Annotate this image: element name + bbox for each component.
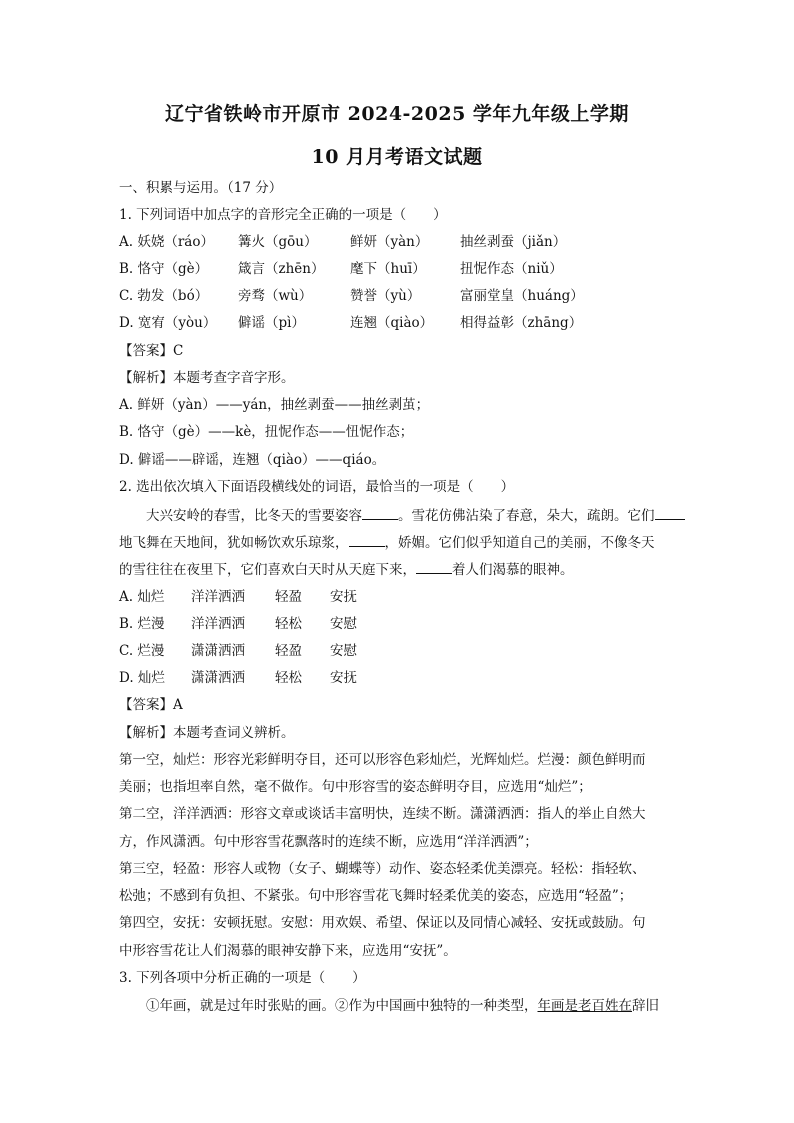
option-item: 洋洋洒洒	[191, 616, 245, 632]
option-item: B. 烂漫	[119, 616, 165, 632]
q1-stem: 1. 下列词语中加点字的音形完全正确的一项是（ ）	[119, 207, 447, 223]
q2-option-c	[119, 641, 679, 661]
option-item: 富丽堂皇（huáng）	[460, 288, 584, 304]
q1-analysis-line: B. 恪守（gè）——kè，扭怩作态——忸怩作态；	[119, 424, 414, 440]
q2-analysis-line: 第一空，灿烂：形容光彩鲜明夺目，还可以形容色彩灿烂，光辉灿烂。烂漫：颜色鲜明而	[119, 752, 646, 768]
option-item: 安抚	[330, 670, 357, 686]
option-item: D. 灿烂	[119, 670, 165, 686]
q1-option-a	[119, 232, 679, 252]
option-item: 连翘（qiào）	[350, 315, 434, 331]
option-item: A. 妖娆（ráo）	[119, 234, 214, 250]
option-item: 轻松	[275, 670, 302, 686]
option-item: A. 灿烂	[119, 589, 165, 605]
option-item: 僻谣（pì）	[238, 315, 305, 331]
q2-passage-line-2: 地飞舞在天地间，犹如畅饮欢乐琼浆， ，娇媚。它们似乎知道自己的美丽，不像冬天	[119, 532, 679, 553]
option-item: 鲜妍（yàn）	[350, 234, 429, 250]
q2-option-b	[119, 614, 679, 634]
option-item: 篝火（gōu）	[238, 234, 318, 250]
fill-blank	[349, 532, 385, 547]
option-item: 安慰	[330, 643, 357, 659]
option-item: B. 恪守（gè）	[119, 261, 209, 277]
q2-analysis-line: 第四空，安抚：安顿抚慰。安慰：用欢娱、希望、保证以及同情心减轻、安抚或鼓励。句	[119, 915, 646, 931]
q2-analysis-line: 【解析】本题考查词义辨析。	[119, 725, 295, 741]
q1-answer: 【答案】C	[119, 343, 184, 359]
q2-passage-line-1: 大兴安岭的春雪，比冬天的雪要姿容 。雪花仿佛沾染了春意，朵大，疏朗。它们	[146, 505, 706, 526]
underlined-text: 年画是老百姓在	[537, 998, 632, 1014]
option-item: 相得益彰（zhāng）	[460, 315, 583, 331]
q1-analysis-line: D. 僻谣——辟谣，连翘（qiào）——qiáo。	[119, 452, 386, 468]
option-item: C. 烂漫	[119, 643, 165, 659]
q1-option-d	[119, 313, 679, 333]
q1-option-c	[119, 286, 679, 306]
q2-analysis-line: 松弛；不感到有负担、不紧张。句中形容雪花飞舞时轻柔优美的姿态，应选用“轻盈”；	[119, 888, 633, 904]
option-item: 轻盈	[275, 589, 302, 605]
option-item: 扭怩作态（niǔ）	[460, 261, 563, 277]
q1-analysis-line: A. 鲜妍（yàn）——yán，抽丝剥蚕——抽丝剥茧；	[119, 397, 430, 413]
fill-blank	[655, 505, 685, 520]
option-item: 麾下（huī）	[350, 261, 426, 277]
q2-analysis-line: 美丽；也指坦率自然，毫不做作。句中形容雪的姿态鲜明夺目，应选用“灿烂”；	[119, 779, 592, 795]
option-item: 洋洋洒洒	[191, 589, 245, 605]
option-item: 赞誉（yù）	[350, 288, 421, 304]
q2-answer: 【答案】A	[119, 697, 183, 713]
q1-option-b	[119, 259, 679, 279]
option-item: 潇潇洒洒	[191, 643, 245, 659]
option-item: C. 勃发（bó）	[119, 288, 209, 304]
q3-passage-line-1: ①年画，就是过年时张贴的画。②作为中国画中独特的一种类型，年画是老百姓在辞旧	[146, 998, 659, 1014]
q2-analysis-line: 第二空，洋洋洒洒：形容文章或谈话丰富明快，连续不断。潇潇洒洒：指人的举止自然大	[119, 806, 646, 822]
option-item: 安慰	[330, 616, 357, 632]
q1-analysis-line: 【解析】本题考查字音字形。	[119, 370, 295, 386]
q2-option-a	[119, 587, 679, 607]
q2-analysis-line: 方，作风潇洒。句中形容雪花飘落时的连续不断，应选用“洋洋洒洒”；	[119, 834, 538, 850]
option-item: D. 宽宥（yòu）	[119, 315, 217, 331]
fill-blank	[362, 505, 398, 520]
section-heading: 一、积累与运用。（17 分）	[119, 180, 283, 196]
fill-blank	[416, 559, 452, 574]
option-item: 轻盈	[275, 643, 302, 659]
option-item: 抽丝剥蚕（jiǎn）	[460, 234, 567, 250]
q3-stem: 3. 下列各项中分析正确的一项是（ ）	[119, 970, 366, 986]
option-item: 旁骛（wù）	[238, 288, 313, 304]
option-item: 安抚	[330, 589, 357, 605]
q2-option-d	[119, 668, 679, 688]
q2-analysis-line: 第三空，轻盈：形容人或物（女子、蝴蝶等）动作、姿态轻柔优美漂亮。轻松：指轻软、	[119, 861, 646, 877]
document-title-line-1: 辽宁省铁岭市开原市 2024-2025 学年九年级上学期	[165, 103, 629, 125]
document-title-line-2: 10 月月考语文试题	[311, 146, 483, 168]
option-item: 潇潇洒洒	[191, 670, 245, 686]
option-item: 轻松	[275, 616, 302, 632]
q2-stem: 2. 选出依次填入下面语段横线处的词语，最恰当的一项是（ ）	[119, 479, 515, 495]
q2-analysis-line: 中形容雪花让人们渴慕的眼神安静下来，应选用“安抚”。	[119, 943, 457, 959]
option-item: 箴言（zhēn）	[238, 261, 325, 277]
q2-passage-line-3: 的雪往往在夜里下，它们喜欢白天时从天庭下来， 着人们渴慕的眼神。	[119, 559, 679, 580]
